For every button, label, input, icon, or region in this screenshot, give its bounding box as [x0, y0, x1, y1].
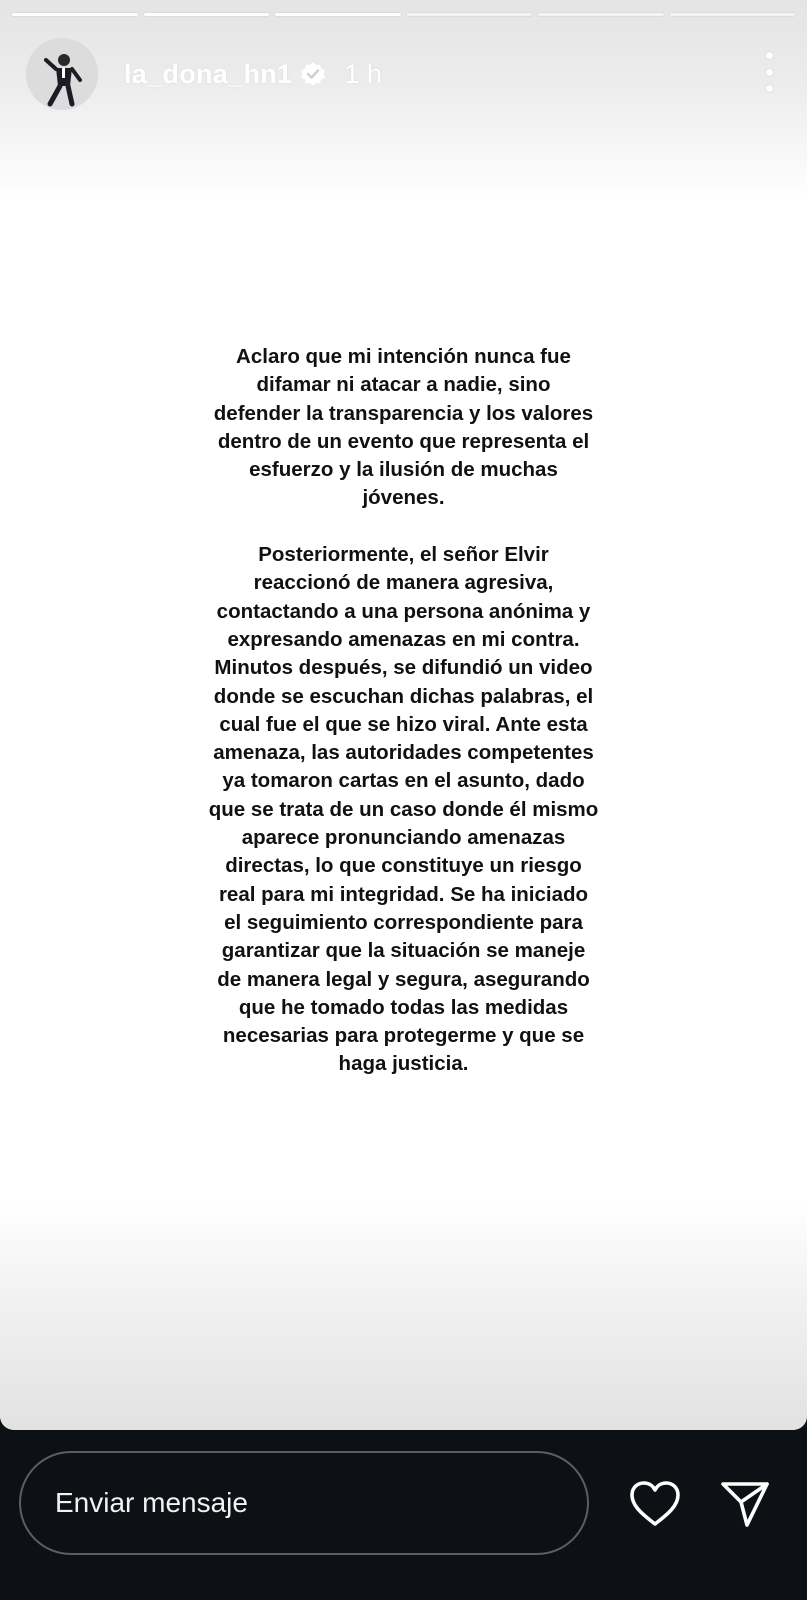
reply-bar [0, 1430, 807, 1600]
dot [766, 85, 773, 92]
progress-segment [407, 13, 533, 16]
verified-badge-icon [300, 61, 326, 87]
dot [766, 52, 773, 59]
story-text: Aclaro que mi intención nunca fue difamar ni atacar a nadie, sino defender la transparencia y los valores dentro de un evento que representa el esfuerzo y la ilusión de muchas jóvenes. Posteriormente, el señor Elvir reaccionó de manera agresiva, contactando a una persona anónima y expresando amenazas en mi contra. Minutos después, se difundió un video donde se escuchan dichas palabras, el cual fue el que se hizo viral. Ante esta amenaza, las autoridades competentes ya tomaron cartas en el asunto, dado que se trata de un caso donde él mismo aparece pronunciando amenazas directas, lo que constituye un riesgo real para mi integridad. Se ha iniciado el seguimiento correspondiente para garantizar que la situación se maneje de manera legal y segura, asegurando que he tomado todas las medidas necesarias para protegerme y que se haga justicia. [208, 345, 599, 1076]
post-time: 1 h [344, 58, 382, 89]
like-button[interactable] [624, 1473, 686, 1535]
message-input[interactable] [19, 1451, 589, 1555]
heart-icon [629, 1480, 681, 1528]
progress-segment [144, 13, 270, 16]
share-button[interactable] [714, 1473, 776, 1535]
send-icon [720, 1479, 770, 1529]
username[interactable]: la_dona_hn1 [124, 58, 293, 89]
bottom-gradient-overlay [0, 1200, 807, 1430]
story-progress-bar [12, 13, 795, 17]
progress-segment [670, 13, 796, 16]
avatar[interactable] [26, 38, 98, 110]
story-header [26, 38, 777, 110]
more-options-icon[interactable] [761, 52, 777, 92]
progress-segment [275, 13, 401, 16]
progress-segment [538, 13, 664, 16]
dot [766, 69, 773, 76]
progress-segment [12, 13, 138, 16]
